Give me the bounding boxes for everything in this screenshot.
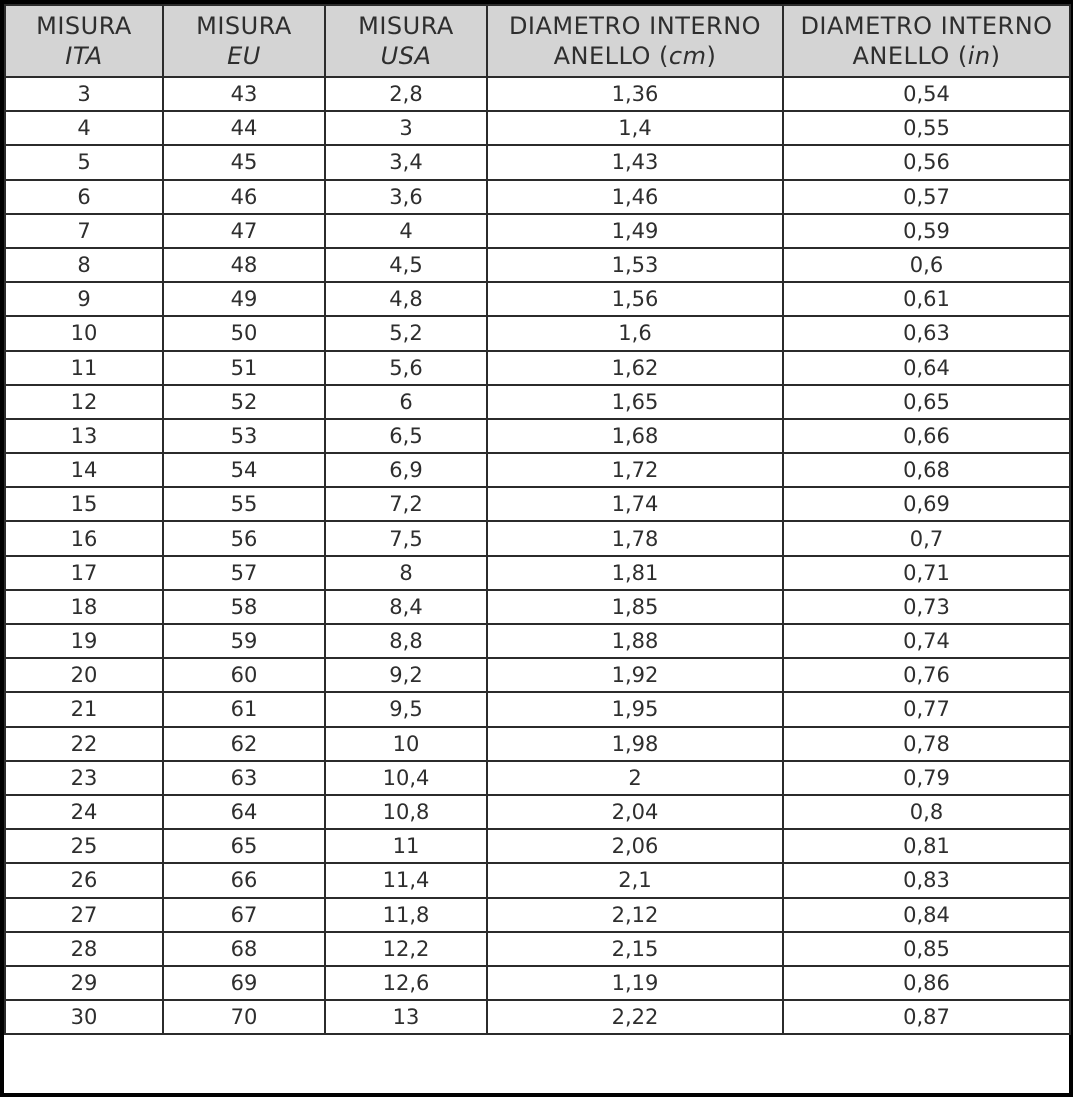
misura-eu-cell: 70 xyxy=(163,1000,325,1034)
misura-usa-cell: 4 xyxy=(325,214,487,248)
diametro-in-cell: 0,56 xyxy=(783,145,1070,179)
diametro-cm-cell: 2,04 xyxy=(487,795,783,829)
diametro-in-cell: 0,66 xyxy=(783,419,1070,453)
misura-ita-cell: 10 xyxy=(5,316,163,350)
diametro-cm-cell: 1,62 xyxy=(487,351,783,385)
misura-ita-cell: 5 xyxy=(5,145,163,179)
misura-usa-cell: 12,6 xyxy=(325,966,487,1000)
header-diametro-cm xyxy=(487,5,783,77)
misura-ita-cell: 15 xyxy=(5,487,163,521)
misura-usa-cell: 7,2 xyxy=(325,487,487,521)
header-unit: cm xyxy=(668,42,707,70)
misura-eu-cell: 64 xyxy=(163,795,325,829)
table-row xyxy=(5,145,1070,179)
diametro-cm-cell: 1,72 xyxy=(487,453,783,487)
table-row xyxy=(5,966,1070,1000)
table-row xyxy=(5,214,1070,248)
table-row xyxy=(5,761,1070,795)
header-diametro-in xyxy=(783,5,1070,77)
misura-eu-cell: 65 xyxy=(163,829,325,863)
misura-eu-cell: 63 xyxy=(163,761,325,795)
header-misura-eu xyxy=(163,5,325,77)
table-row xyxy=(5,863,1070,897)
table-row xyxy=(5,487,1070,521)
misura-ita-cell: 28 xyxy=(5,932,163,966)
misura-usa-cell: 11,8 xyxy=(325,898,487,932)
misura-eu-cell: 66 xyxy=(163,863,325,897)
misura-ita-cell: 30 xyxy=(5,1000,163,1034)
diametro-cm-cell: 2,22 xyxy=(487,1000,783,1034)
diametro-cm-cell: 1,98 xyxy=(487,727,783,761)
header-line2 xyxy=(164,41,324,71)
diametro-in-cell: 0,71 xyxy=(783,556,1070,590)
misura-eu-cell: 45 xyxy=(163,145,325,179)
misura-usa-cell: 12,2 xyxy=(325,932,487,966)
table-row xyxy=(5,829,1070,863)
diametro-cm-cell: 1,46 xyxy=(487,180,783,214)
misura-ita-cell: 3 xyxy=(5,77,163,111)
header-line2 xyxy=(326,41,486,71)
diametro-cm-cell: 2 xyxy=(487,761,783,795)
diametro-cm-cell: 1,92 xyxy=(487,658,783,692)
diametro-in-cell: 0,84 xyxy=(783,898,1070,932)
diametro-cm-cell: 1,78 xyxy=(487,521,783,555)
table-row xyxy=(5,1000,1070,1034)
misura-eu-cell: 51 xyxy=(163,351,325,385)
diametro-in-cell: 0,8 xyxy=(783,795,1070,829)
table-row xyxy=(5,111,1070,145)
header-line2 xyxy=(784,41,1069,71)
diametro-in-cell: 0,81 xyxy=(783,829,1070,863)
diametro-cm-cell: 1,49 xyxy=(487,214,783,248)
table-row xyxy=(5,898,1070,932)
misura-eu-cell: 61 xyxy=(163,692,325,726)
misura-usa-cell: 3 xyxy=(325,111,487,145)
misura-usa-cell: 3,6 xyxy=(325,180,487,214)
diametro-cm-cell: 1,95 xyxy=(487,692,783,726)
misura-usa-cell: 11,4 xyxy=(325,863,487,897)
misura-eu-cell: 69 xyxy=(163,966,325,1000)
misura-eu-cell: 57 xyxy=(163,556,325,590)
diametro-in-cell: 0,7 xyxy=(783,521,1070,555)
table-body xyxy=(5,77,1070,1034)
table-row xyxy=(5,282,1070,316)
header-line2 xyxy=(488,41,782,71)
misura-ita-cell: 21 xyxy=(5,692,163,726)
header-unit: EU xyxy=(227,42,261,70)
misura-usa-cell: 8,8 xyxy=(325,624,487,658)
ring-size-table xyxy=(4,4,1071,1035)
diametro-cm-cell: 1,43 xyxy=(487,145,783,179)
table-row xyxy=(5,316,1070,350)
misura-usa-cell: 6 xyxy=(325,385,487,419)
diametro-cm-cell: 1,6 xyxy=(487,316,783,350)
diametro-in-cell: 0,77 xyxy=(783,692,1070,726)
diametro-in-cell: 0,54 xyxy=(783,77,1070,111)
table-row xyxy=(5,658,1070,692)
diametro-in-cell: 0,63 xyxy=(783,316,1070,350)
misura-eu-cell: 56 xyxy=(163,521,325,555)
table-row xyxy=(5,932,1070,966)
misura-usa-cell: 10 xyxy=(325,727,487,761)
misura-ita-cell: 27 xyxy=(5,898,163,932)
table-row xyxy=(5,77,1070,111)
misura-ita-cell: 26 xyxy=(5,863,163,897)
misura-eu-cell: 53 xyxy=(163,419,325,453)
header-prefix: ANELLO ( xyxy=(553,42,669,70)
misura-ita-cell: 18 xyxy=(5,590,163,624)
header-line1: DIAMETRO INTERNO xyxy=(508,12,762,40)
table-row xyxy=(5,453,1070,487)
diametro-cm-cell: 1,4 xyxy=(487,111,783,145)
table-row xyxy=(5,727,1070,761)
header-line2 xyxy=(6,41,162,71)
diametro-in-cell: 0,6 xyxy=(783,248,1070,282)
table-row xyxy=(5,624,1070,658)
diametro-in-cell: 0,68 xyxy=(783,453,1070,487)
misura-ita-cell: 20 xyxy=(5,658,163,692)
diametro-in-cell: 0,64 xyxy=(783,351,1070,385)
size-chart-frame xyxy=(4,4,1069,1093)
misura-eu-cell: 44 xyxy=(163,111,325,145)
table-row xyxy=(5,692,1070,726)
table-row xyxy=(5,351,1070,385)
header-suffix: ) xyxy=(706,42,717,70)
diametro-in-cell: 0,87 xyxy=(783,1000,1070,1034)
header-unit: USA xyxy=(380,42,432,70)
diametro-in-cell: 0,73 xyxy=(783,590,1070,624)
header-suffix: ) xyxy=(990,42,1001,70)
diametro-in-cell: 0,86 xyxy=(783,966,1070,1000)
diametro-cm-cell: 1,74 xyxy=(487,487,783,521)
misura-usa-cell: 2,8 xyxy=(325,77,487,111)
misura-ita-cell: 17 xyxy=(5,556,163,590)
header-misura-usa xyxy=(325,5,487,77)
misura-eu-cell: 46 xyxy=(163,180,325,214)
misura-eu-cell: 59 xyxy=(163,624,325,658)
table-row xyxy=(5,795,1070,829)
diametro-in-cell: 0,59 xyxy=(783,214,1070,248)
misura-eu-cell: 67 xyxy=(163,898,325,932)
diametro-cm-cell: 1,65 xyxy=(487,385,783,419)
table-row xyxy=(5,180,1070,214)
header-row xyxy=(5,5,1070,77)
misura-usa-cell: 8 xyxy=(325,556,487,590)
misura-ita-cell: 12 xyxy=(5,385,163,419)
misura-eu-cell: 49 xyxy=(163,282,325,316)
misura-ita-cell: 25 xyxy=(5,829,163,863)
diametro-in-cell: 0,76 xyxy=(783,658,1070,692)
diametro-cm-cell: 1,68 xyxy=(487,419,783,453)
misura-usa-cell: 7,5 xyxy=(325,521,487,555)
header-misura-ita xyxy=(5,5,163,77)
diametro-cm-cell: 1,53 xyxy=(487,248,783,282)
table-row xyxy=(5,419,1070,453)
diametro-cm-cell: 2,12 xyxy=(487,898,783,932)
misura-usa-cell: 4,5 xyxy=(325,248,487,282)
misura-eu-cell: 50 xyxy=(163,316,325,350)
misura-ita-cell: 19 xyxy=(5,624,163,658)
misura-ita-cell: 11 xyxy=(5,351,163,385)
diametro-in-cell: 0,85 xyxy=(783,932,1070,966)
header-line1: DIAMETRO INTERNO xyxy=(800,12,1053,40)
misura-ita-cell: 9 xyxy=(5,282,163,316)
misura-usa-cell: 9,2 xyxy=(325,658,487,692)
header-unit: ITA xyxy=(65,42,103,70)
misura-eu-cell: 48 xyxy=(163,248,325,282)
misura-usa-cell: 10,4 xyxy=(325,761,487,795)
diametro-in-cell: 0,74 xyxy=(783,624,1070,658)
table-row xyxy=(5,385,1070,419)
misura-eu-cell: 58 xyxy=(163,590,325,624)
misura-usa-cell: 8,4 xyxy=(325,590,487,624)
misura-eu-cell: 55 xyxy=(163,487,325,521)
misura-usa-cell: 4,8 xyxy=(325,282,487,316)
diametro-cm-cell: 2,06 xyxy=(487,829,783,863)
table-row xyxy=(5,590,1070,624)
diametro-in-cell: 0,57 xyxy=(783,180,1070,214)
table-header xyxy=(5,5,1070,77)
diametro-cm-cell: 1,19 xyxy=(487,966,783,1000)
misura-usa-cell: 5,2 xyxy=(325,316,487,350)
header-line1: MISURA xyxy=(358,12,454,40)
misura-eu-cell: 43 xyxy=(163,77,325,111)
misura-ita-cell: 13 xyxy=(5,419,163,453)
misura-ita-cell: 7 xyxy=(5,214,163,248)
diametro-cm-cell: 1,56 xyxy=(487,282,783,316)
misura-usa-cell: 9,5 xyxy=(325,692,487,726)
diametro-cm-cell: 1,36 xyxy=(487,77,783,111)
diametro-cm-cell: 1,85 xyxy=(487,590,783,624)
diametro-in-cell: 0,79 xyxy=(783,761,1070,795)
misura-ita-cell: 4 xyxy=(5,111,163,145)
header-unit: in xyxy=(967,42,991,70)
header-line1: MISURA xyxy=(36,12,132,40)
diametro-in-cell: 0,83 xyxy=(783,863,1070,897)
diametro-in-cell: 0,55 xyxy=(783,111,1070,145)
diametro-in-cell: 0,69 xyxy=(783,487,1070,521)
misura-usa-cell: 6,9 xyxy=(325,453,487,487)
misura-eu-cell: 47 xyxy=(163,214,325,248)
misura-ita-cell: 6 xyxy=(5,180,163,214)
misura-ita-cell: 22 xyxy=(5,727,163,761)
misura-ita-cell: 14 xyxy=(5,453,163,487)
misura-eu-cell: 62 xyxy=(163,727,325,761)
misura-ita-cell: 24 xyxy=(5,795,163,829)
misura-ita-cell: 23 xyxy=(5,761,163,795)
table-row xyxy=(5,248,1070,282)
misura-ita-cell: 29 xyxy=(5,966,163,1000)
misura-usa-cell: 13 xyxy=(325,1000,487,1034)
header-line1: MISURA xyxy=(196,12,292,40)
diametro-in-cell: 0,78 xyxy=(783,727,1070,761)
misura-usa-cell: 10,8 xyxy=(325,795,487,829)
diametro-in-cell: 0,65 xyxy=(783,385,1070,419)
misura-ita-cell: 8 xyxy=(5,248,163,282)
misura-eu-cell: 52 xyxy=(163,385,325,419)
diametro-cm-cell: 2,1 xyxy=(487,863,783,897)
misura-usa-cell: 11 xyxy=(325,829,487,863)
diametro-cm-cell: 2,15 xyxy=(487,932,783,966)
misura-usa-cell: 5,6 xyxy=(325,351,487,385)
diametro-cm-cell: 1,88 xyxy=(487,624,783,658)
diametro-in-cell: 0,61 xyxy=(783,282,1070,316)
misura-usa-cell: 6,5 xyxy=(325,419,487,453)
misura-ita-cell: 16 xyxy=(5,521,163,555)
diametro-cm-cell: 1,81 xyxy=(487,556,783,590)
table-row xyxy=(5,556,1070,590)
misura-eu-cell: 68 xyxy=(163,932,325,966)
misura-eu-cell: 60 xyxy=(163,658,325,692)
header-prefix: ANELLO ( xyxy=(852,42,968,70)
misura-eu-cell: 54 xyxy=(163,453,325,487)
misura-usa-cell: 3,4 xyxy=(325,145,487,179)
table-row xyxy=(5,521,1070,555)
